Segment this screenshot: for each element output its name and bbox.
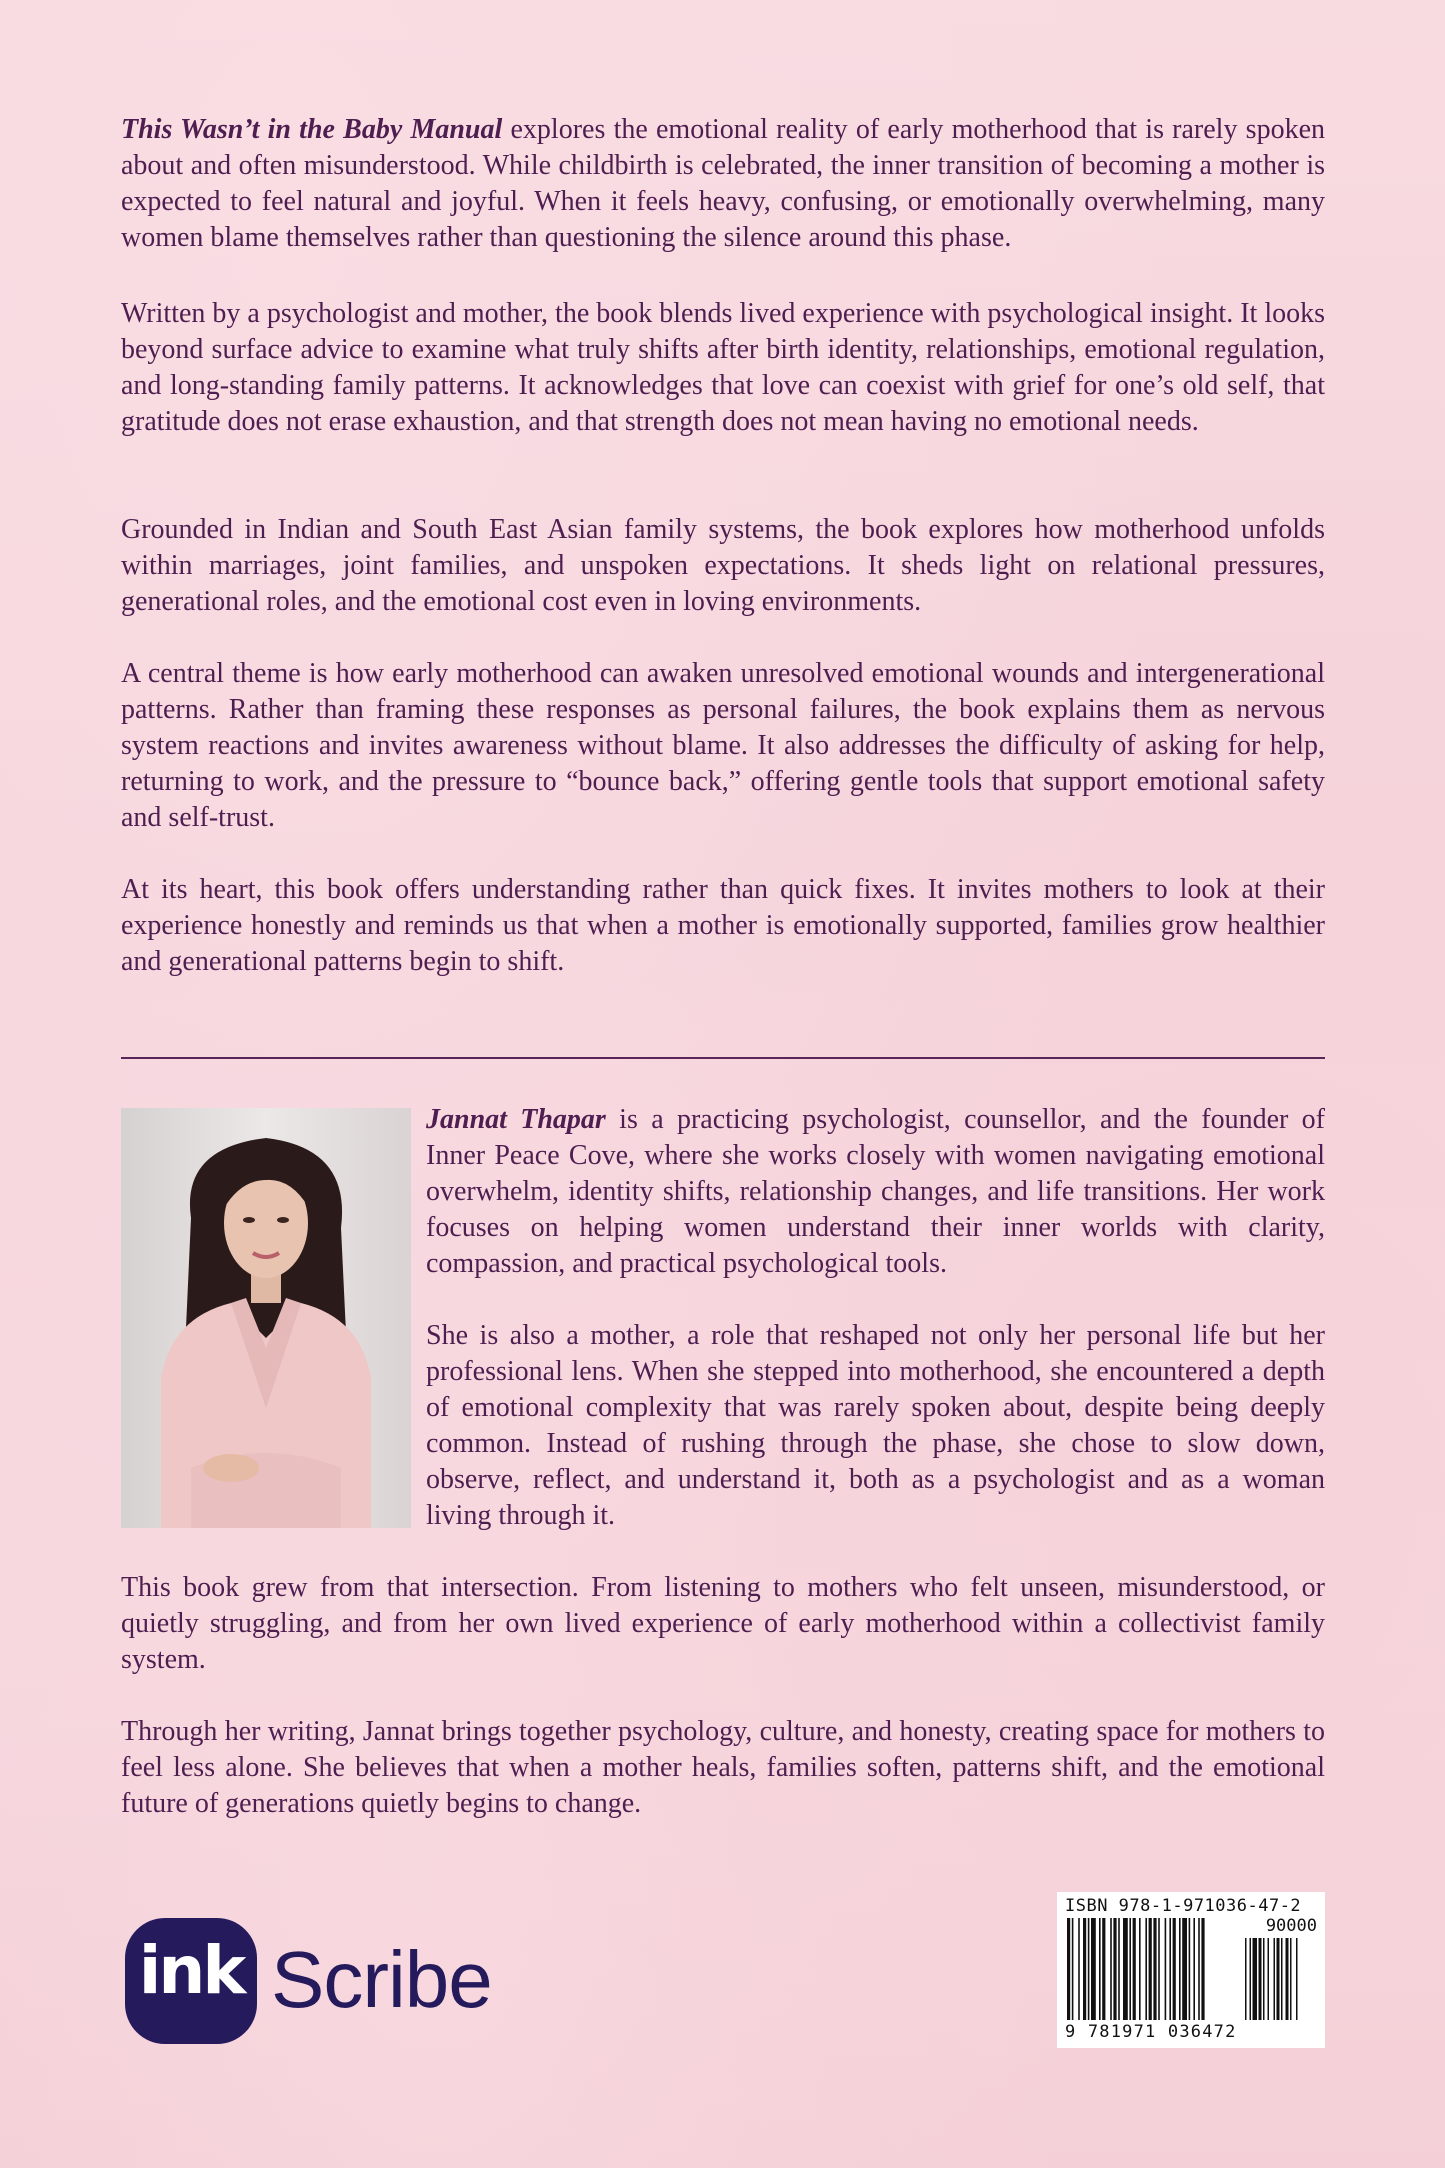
book-title: This Wasn’t in the Baby Manual [121,114,503,145]
description-paragraph-2: Written by a psychologist and mother, the book blends lived experience with psychological insight. It looks beyond surface advice to examine what truly shifts after birth identity, relationships, emotional regulation, and long-standing family patterns. It acknowledges that love can coexist with grief for one’s old self, that gratitude does not erase exhaustion, and that strength does not mean having no emotional needs. [121,298,1325,437]
bio-paragraph-2: She is also a mother, a role that reshaped not only her personal life but her professional lens. When she stepped into motherhood, she encountered a depth of emotional complexity that was rarely spoken about, despite being deeply common. Instead of rushing through the phase, she chose to slow down, observe, reflect, and understand it, both as a psychologist and as a woman living through it. [426,1320,1325,1531]
description-paragraph-1 [121,112,1325,256]
description-paragraph-1-text: explores the emotional reality of early motherhood that is rarely spoken about and often misunderstood. While childbirth is celebrated, the inner transition of becoming a mother is expected to feel natural and joyful. When it feels heavy, confusing, or emotionally overwhelming, many women blame themselves rather than questioning the silence around this phase. [121,114,1325,253]
description-paragraph-5: At its heart, this book offers understanding rather than quick fixes. It invites mothers to look at their experience honestly and reminds us that when a mother is emotionally supported, families grow healthier and generational patterns begin to shift. [121,874,1325,977]
price-code: 90000 [1265,1916,1317,1936]
isbn-number: ISBN 978-1-971036-47-2 [1065,1896,1302,1916]
bio-paragraph-4: Through her writing, Jannat brings together psychology, culture, and honesty, creating space for mothers to feel less alone. She believes that when a mother heals, families soften, patterns shift, and the emotional future of generations quietly begins to change. [121,1716,1325,1819]
bio-paragraph-3: This book grew from that intersection. From listening to mothers who felt unseen, misunderstood, or quietly struggling, and from her own lived experience of early motherhood within a collectivist family system. [121,1572,1325,1675]
isbn-barcode [1057,1892,1325,2048]
bio-paragraph-1-text: is a practicing psychologist, counsellor, and the founder of Inner Peace Cove, where she works closely with women navigating emotional overwhelm, identity shifts, relationship changes, and life transitions. Her work focuses on helping women understand their inner worlds with clarity, compassion, and practical psychological tools. [426,1104,1326,1279]
description-paragraph-3: Grounded in Indian and South East Asian family systems, the book explores how motherhood unfolds within marriages, joint families, and unspoken expectations. It sheds light on relational pressures, generational roles, and the emotional cost even in loving environments. [121,514,1325,617]
bio-paragraph-1 [426,1102,1325,1282]
barcode-digits: 9 781971 036472 [1065,2022,1237,2042]
description-paragraph-4: A central theme is how early motherhood can awaken unresolved emotional wounds and intergenerational patterns. Rather than framing these responses as personal failures, the book explains them as nervous system reactions and invites awareness without blame. It also addresses the difficulty of asking for help, returning to work, and the pressure to “bounce back,” offering gentle tools that support emotional safety and self-trust. [121,658,1325,833]
author-name: Jannat Thapar [426,1104,606,1135]
publisher-logo [125,1918,525,2044]
publisher-logo-ink: ink [138,1932,244,2009]
publisher-logo-badge [125,1918,257,2044]
author-photo [121,1108,411,1528]
publisher-logo-word: Scribe [271,1935,492,2024]
section-divider [121,1057,1325,1059]
